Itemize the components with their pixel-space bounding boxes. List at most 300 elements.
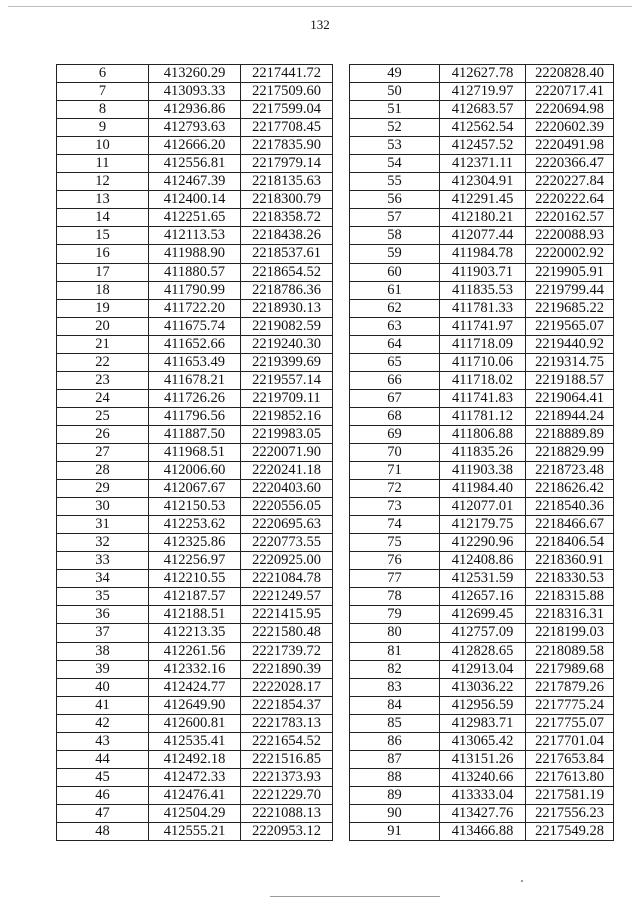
point-number-cell: 33 bbox=[57, 552, 149, 570]
x-coordinate-cell: 411988.90 bbox=[149, 245, 241, 263]
x-coordinate-cell: 412457.52 bbox=[440, 137, 526, 155]
point-number-cell: 79 bbox=[350, 606, 440, 624]
point-number-cell: 53 bbox=[350, 137, 440, 155]
table-row bbox=[350, 263, 614, 281]
table-row bbox=[57, 209, 333, 227]
point-number-cell: 54 bbox=[350, 155, 440, 173]
x-coordinate-cell: 412290.96 bbox=[440, 534, 526, 552]
table-row bbox=[57, 660, 333, 678]
table-row bbox=[350, 570, 614, 588]
y-coordinate-cell: 2217989.68 bbox=[526, 660, 614, 678]
point-number-cell: 84 bbox=[350, 696, 440, 714]
point-number-cell: 18 bbox=[57, 281, 149, 299]
y-coordinate-cell: 2220071.90 bbox=[241, 443, 333, 461]
point-number-cell: 34 bbox=[57, 570, 149, 588]
point-number-cell: 7 bbox=[57, 83, 149, 101]
point-number-cell: 48 bbox=[57, 822, 149, 840]
y-coordinate-cell: 2221854.37 bbox=[241, 696, 333, 714]
y-coordinate-cell: 2219240.30 bbox=[241, 335, 333, 353]
y-coordinate-cell: 2221249.57 bbox=[241, 588, 333, 606]
table-row bbox=[57, 137, 333, 155]
point-number-cell: 25 bbox=[57, 407, 149, 425]
scan-speck bbox=[521, 880, 523, 882]
table-row bbox=[350, 804, 614, 822]
y-coordinate-cell: 2220403.60 bbox=[241, 480, 333, 498]
x-coordinate-cell: 412256.97 bbox=[149, 552, 241, 570]
x-coordinate-cell: 412077.44 bbox=[440, 227, 526, 245]
point-number-cell: 42 bbox=[57, 714, 149, 732]
y-coordinate-cell: 2217755.07 bbox=[526, 714, 614, 732]
table-row bbox=[350, 534, 614, 552]
y-coordinate-cell: 2218829.99 bbox=[526, 443, 614, 461]
y-coordinate-cell: 2218089.58 bbox=[526, 642, 614, 660]
x-coordinate-cell: 412253.62 bbox=[149, 516, 241, 534]
table-row bbox=[57, 353, 333, 371]
y-coordinate-cell: 2221373.93 bbox=[241, 768, 333, 786]
table-row bbox=[57, 786, 333, 804]
y-coordinate-cell: 2218466.67 bbox=[526, 516, 614, 534]
point-number-cell: 46 bbox=[57, 786, 149, 804]
table-row bbox=[57, 191, 333, 209]
x-coordinate-cell: 411835.26 bbox=[440, 443, 526, 461]
table-row bbox=[350, 281, 614, 299]
y-coordinate-cell: 2217509.60 bbox=[241, 83, 333, 101]
point-number-cell: 36 bbox=[57, 606, 149, 624]
point-number-cell: 23 bbox=[57, 371, 149, 389]
y-coordinate-cell: 2220773.55 bbox=[241, 534, 333, 552]
point-number-cell: 50 bbox=[350, 83, 440, 101]
point-number-cell: 21 bbox=[57, 335, 149, 353]
x-coordinate-cell: 413427.76 bbox=[440, 804, 526, 822]
x-coordinate-cell: 412325.86 bbox=[149, 534, 241, 552]
table-row bbox=[57, 443, 333, 461]
point-number-cell: 49 bbox=[350, 65, 440, 83]
table-row bbox=[350, 335, 614, 353]
table-row bbox=[350, 642, 614, 660]
point-number-cell: 69 bbox=[350, 425, 440, 443]
y-coordinate-cell: 2219064.41 bbox=[526, 389, 614, 407]
y-coordinate-cell: 2219852.16 bbox=[241, 407, 333, 425]
point-number-cell: 35 bbox=[57, 588, 149, 606]
table-row bbox=[350, 137, 614, 155]
table-row bbox=[57, 822, 333, 840]
x-coordinate-cell: 411903.71 bbox=[440, 263, 526, 281]
y-coordinate-cell: 2217613.80 bbox=[526, 768, 614, 786]
y-coordinate-cell: 2218654.52 bbox=[241, 263, 333, 281]
x-coordinate-cell: 413260.29 bbox=[149, 65, 241, 83]
y-coordinate-cell: 2220227.84 bbox=[526, 173, 614, 191]
point-number-cell: 10 bbox=[57, 137, 149, 155]
point-number-cell: 6 bbox=[57, 65, 149, 83]
table-row bbox=[57, 317, 333, 335]
point-number-cell: 82 bbox=[350, 660, 440, 678]
table-row bbox=[57, 696, 333, 714]
x-coordinate-cell: 412213.35 bbox=[149, 624, 241, 642]
x-coordinate-cell: 411790.99 bbox=[149, 281, 241, 299]
table-row bbox=[350, 786, 614, 804]
table-row bbox=[57, 768, 333, 786]
x-coordinate-cell: 412627.78 bbox=[440, 65, 526, 83]
x-coordinate-cell: 412113.53 bbox=[149, 227, 241, 245]
point-number-cell: 77 bbox=[350, 570, 440, 588]
table-row bbox=[350, 588, 614, 606]
y-coordinate-cell: 2221783.13 bbox=[241, 714, 333, 732]
point-number-cell: 8 bbox=[57, 101, 149, 119]
coordinates-table-right-body bbox=[350, 65, 614, 841]
x-coordinate-cell: 412476.41 bbox=[149, 786, 241, 804]
table-row bbox=[350, 425, 614, 443]
point-number-cell: 59 bbox=[350, 245, 440, 263]
table-row bbox=[350, 119, 614, 137]
x-coordinate-cell: 411796.56 bbox=[149, 407, 241, 425]
x-coordinate-cell: 412793.63 bbox=[149, 119, 241, 137]
table-row bbox=[57, 552, 333, 570]
x-coordinate-cell: 412562.54 bbox=[440, 119, 526, 137]
table-row bbox=[57, 299, 333, 317]
table-row bbox=[57, 606, 333, 624]
point-number-cell: 58 bbox=[350, 227, 440, 245]
x-coordinate-cell: 412304.91 bbox=[440, 173, 526, 191]
x-coordinate-cell: 412649.90 bbox=[149, 696, 241, 714]
x-coordinate-cell: 412371.11 bbox=[440, 155, 526, 173]
x-coordinate-cell: 411968.51 bbox=[149, 443, 241, 461]
x-coordinate-cell: 412699.45 bbox=[440, 606, 526, 624]
table-row bbox=[57, 263, 333, 281]
point-number-cell: 71 bbox=[350, 462, 440, 480]
y-coordinate-cell: 2217556.23 bbox=[526, 804, 614, 822]
x-coordinate-cell: 412983.71 bbox=[440, 714, 526, 732]
table-row bbox=[57, 155, 333, 173]
table-row bbox=[57, 389, 333, 407]
x-coordinate-cell: 411781.33 bbox=[440, 299, 526, 317]
table-row bbox=[57, 83, 333, 101]
table-row bbox=[350, 552, 614, 570]
x-coordinate-cell: 412556.81 bbox=[149, 155, 241, 173]
table-row bbox=[350, 750, 614, 768]
point-number-cell: 44 bbox=[57, 750, 149, 768]
x-coordinate-cell: 412492.18 bbox=[149, 750, 241, 768]
y-coordinate-cell: 2219565.07 bbox=[526, 317, 614, 335]
point-number-cell: 14 bbox=[57, 209, 149, 227]
point-number-cell: 57 bbox=[350, 209, 440, 227]
y-coordinate-cell: 2220953.12 bbox=[241, 822, 333, 840]
y-coordinate-cell: 2219440.92 bbox=[526, 335, 614, 353]
table-row bbox=[57, 642, 333, 660]
y-coordinate-cell: 2220222.64 bbox=[526, 191, 614, 209]
table-row bbox=[57, 570, 333, 588]
y-coordinate-cell: 2217879.26 bbox=[526, 678, 614, 696]
x-coordinate-cell: 411781.12 bbox=[440, 407, 526, 425]
point-number-cell: 73 bbox=[350, 498, 440, 516]
x-coordinate-cell: 412828.65 bbox=[440, 642, 526, 660]
y-coordinate-cell: 2220241.18 bbox=[241, 462, 333, 480]
x-coordinate-cell: 412600.81 bbox=[149, 714, 241, 732]
y-coordinate-cell: 2219399.69 bbox=[241, 353, 333, 371]
point-number-cell: 24 bbox=[57, 389, 149, 407]
table-row bbox=[57, 101, 333, 119]
point-number-cell: 81 bbox=[350, 642, 440, 660]
x-coordinate-cell: 412067.67 bbox=[149, 480, 241, 498]
y-coordinate-cell: 2220002.92 bbox=[526, 245, 614, 263]
y-coordinate-cell: 2221516.85 bbox=[241, 750, 333, 768]
coordinates-table-right bbox=[349, 64, 614, 841]
y-coordinate-cell: 2218537.61 bbox=[241, 245, 333, 263]
y-coordinate-cell: 2218889.89 bbox=[526, 425, 614, 443]
y-coordinate-cell: 2219983.05 bbox=[241, 425, 333, 443]
table-row bbox=[350, 245, 614, 263]
point-number-cell: 11 bbox=[57, 155, 149, 173]
y-coordinate-cell: 2218438.26 bbox=[241, 227, 333, 245]
point-number-cell: 26 bbox=[57, 425, 149, 443]
point-number-cell: 38 bbox=[57, 642, 149, 660]
x-coordinate-cell: 412332.16 bbox=[149, 660, 241, 678]
y-coordinate-cell: 2219709.11 bbox=[241, 389, 333, 407]
point-number-cell: 28 bbox=[57, 462, 149, 480]
x-coordinate-cell: 412666.20 bbox=[149, 137, 241, 155]
x-coordinate-cell: 413036.22 bbox=[440, 678, 526, 696]
y-coordinate-cell: 2219557.14 bbox=[241, 371, 333, 389]
y-coordinate-cell: 2220695.63 bbox=[241, 516, 333, 534]
point-number-cell: 65 bbox=[350, 353, 440, 371]
y-coordinate-cell: 2219905.91 bbox=[526, 263, 614, 281]
point-number-cell: 89 bbox=[350, 786, 440, 804]
y-coordinate-cell: 2218723.48 bbox=[526, 462, 614, 480]
point-number-cell: 22 bbox=[57, 353, 149, 371]
table-row bbox=[350, 732, 614, 750]
table-row bbox=[57, 732, 333, 750]
y-coordinate-cell: 2218406.54 bbox=[526, 534, 614, 552]
y-coordinate-cell: 2217441.72 bbox=[241, 65, 333, 83]
table-row bbox=[350, 155, 614, 173]
point-number-cell: 41 bbox=[57, 696, 149, 714]
table-row bbox=[57, 119, 333, 137]
y-coordinate-cell: 2220162.57 bbox=[526, 209, 614, 227]
y-coordinate-cell: 2217775.24 bbox=[526, 696, 614, 714]
table-row bbox=[350, 714, 614, 732]
point-number-cell: 78 bbox=[350, 588, 440, 606]
point-number-cell: 83 bbox=[350, 678, 440, 696]
point-number-cell: 91 bbox=[350, 822, 440, 840]
table-row bbox=[350, 660, 614, 678]
table-row bbox=[350, 606, 614, 624]
point-number-cell: 32 bbox=[57, 534, 149, 552]
y-coordinate-cell: 2220088.93 bbox=[526, 227, 614, 245]
point-number-cell: 55 bbox=[350, 173, 440, 191]
y-coordinate-cell: 2220602.39 bbox=[526, 119, 614, 137]
y-coordinate-cell: 2220925.00 bbox=[241, 552, 333, 570]
point-number-cell: 30 bbox=[57, 498, 149, 516]
table-row bbox=[350, 462, 614, 480]
x-coordinate-cell: 412913.04 bbox=[440, 660, 526, 678]
x-coordinate-cell: 412210.55 bbox=[149, 570, 241, 588]
table-row bbox=[57, 65, 333, 83]
x-coordinate-cell: 412006.60 bbox=[149, 462, 241, 480]
table-row bbox=[350, 317, 614, 335]
x-coordinate-cell: 411806.88 bbox=[440, 425, 526, 443]
x-coordinate-cell: 411880.57 bbox=[149, 263, 241, 281]
y-coordinate-cell: 2221415.95 bbox=[241, 606, 333, 624]
x-coordinate-cell: 412408.86 bbox=[440, 552, 526, 570]
table-row bbox=[350, 768, 614, 786]
y-coordinate-cell: 2218626.42 bbox=[526, 480, 614, 498]
point-number-cell: 63 bbox=[350, 317, 440, 335]
point-number-cell: 67 bbox=[350, 389, 440, 407]
y-coordinate-cell: 2217599.04 bbox=[241, 101, 333, 119]
point-number-cell: 40 bbox=[57, 678, 149, 696]
table-row bbox=[350, 353, 614, 371]
y-coordinate-cell: 2219188.57 bbox=[526, 371, 614, 389]
x-coordinate-cell: 411710.06 bbox=[440, 353, 526, 371]
x-coordinate-cell: 412188.51 bbox=[149, 606, 241, 624]
table-row bbox=[350, 407, 614, 425]
y-coordinate-cell: 2219685.22 bbox=[526, 299, 614, 317]
point-number-cell: 45 bbox=[57, 768, 149, 786]
point-number-cell: 72 bbox=[350, 480, 440, 498]
x-coordinate-cell: 411984.78 bbox=[440, 245, 526, 263]
table-row bbox=[57, 371, 333, 389]
x-coordinate-cell: 412657.16 bbox=[440, 588, 526, 606]
y-coordinate-cell: 2218358.72 bbox=[241, 209, 333, 227]
coordinates-table-left bbox=[56, 64, 333, 841]
table-row bbox=[57, 714, 333, 732]
point-number-cell: 43 bbox=[57, 732, 149, 750]
x-coordinate-cell: 412150.53 bbox=[149, 498, 241, 516]
x-coordinate-cell: 412467.39 bbox=[149, 173, 241, 191]
point-number-cell: 68 bbox=[350, 407, 440, 425]
x-coordinate-cell: 413466.88 bbox=[440, 822, 526, 840]
x-coordinate-cell: 411718.02 bbox=[440, 371, 526, 389]
table-row bbox=[57, 804, 333, 822]
x-coordinate-cell: 412956.59 bbox=[440, 696, 526, 714]
point-number-cell: 80 bbox=[350, 624, 440, 642]
table-row bbox=[350, 371, 614, 389]
point-number-cell: 61 bbox=[350, 281, 440, 299]
point-number-cell: 47 bbox=[57, 804, 149, 822]
x-coordinate-cell: 412531.59 bbox=[440, 570, 526, 588]
y-coordinate-cell: 2220717.41 bbox=[526, 83, 614, 101]
y-coordinate-cell: 2221890.39 bbox=[241, 660, 333, 678]
x-coordinate-cell: 412400.14 bbox=[149, 191, 241, 209]
table-row bbox=[57, 588, 333, 606]
table-row bbox=[350, 227, 614, 245]
x-coordinate-cell: 412555.21 bbox=[149, 822, 241, 840]
point-number-cell: 85 bbox=[350, 714, 440, 732]
table-row bbox=[57, 678, 333, 696]
point-number-cell: 86 bbox=[350, 732, 440, 750]
x-coordinate-cell: 413240.66 bbox=[440, 768, 526, 786]
x-coordinate-cell: 412261.56 bbox=[149, 642, 241, 660]
coordinates-table-left-body bbox=[57, 65, 333, 841]
table-row bbox=[57, 516, 333, 534]
point-number-cell: 90 bbox=[350, 804, 440, 822]
table-row bbox=[350, 516, 614, 534]
point-number-cell: 37 bbox=[57, 624, 149, 642]
point-number-cell: 29 bbox=[57, 480, 149, 498]
point-number-cell: 19 bbox=[57, 299, 149, 317]
x-coordinate-cell: 412936.86 bbox=[149, 101, 241, 119]
y-coordinate-cell: 2220828.40 bbox=[526, 65, 614, 83]
bottom-rule bbox=[270, 896, 440, 897]
x-coordinate-cell: 411653.49 bbox=[149, 353, 241, 371]
table-row bbox=[57, 498, 333, 516]
x-coordinate-cell: 412179.75 bbox=[440, 516, 526, 534]
point-number-cell: 15 bbox=[57, 227, 149, 245]
y-coordinate-cell: 2221739.72 bbox=[241, 642, 333, 660]
y-coordinate-cell: 2218316.31 bbox=[526, 606, 614, 624]
y-coordinate-cell: 2218135.63 bbox=[241, 173, 333, 191]
table-row bbox=[57, 534, 333, 552]
table-row bbox=[57, 407, 333, 425]
point-number-cell: 75 bbox=[350, 534, 440, 552]
table-row bbox=[350, 624, 614, 642]
x-coordinate-cell: 412077.01 bbox=[440, 498, 526, 516]
table-row bbox=[57, 227, 333, 245]
table-row bbox=[350, 299, 614, 317]
point-number-cell: 17 bbox=[57, 263, 149, 281]
point-number-cell: 39 bbox=[57, 660, 149, 678]
x-coordinate-cell: 411722.20 bbox=[149, 299, 241, 317]
y-coordinate-cell: 2222028.17 bbox=[241, 678, 333, 696]
point-number-cell: 76 bbox=[350, 552, 440, 570]
table-row bbox=[350, 443, 614, 461]
point-number-cell: 16 bbox=[57, 245, 149, 263]
x-coordinate-cell: 411678.21 bbox=[149, 371, 241, 389]
table-row bbox=[350, 173, 614, 191]
x-coordinate-cell: 411835.53 bbox=[440, 281, 526, 299]
y-coordinate-cell: 2221229.70 bbox=[241, 786, 333, 804]
x-coordinate-cell: 411726.26 bbox=[149, 389, 241, 407]
y-coordinate-cell: 2218540.36 bbox=[526, 498, 614, 516]
x-coordinate-cell: 411675.74 bbox=[149, 317, 241, 335]
point-number-cell: 9 bbox=[57, 119, 149, 137]
point-number-cell: 62 bbox=[350, 299, 440, 317]
y-coordinate-cell: 2220366.47 bbox=[526, 155, 614, 173]
table-row bbox=[57, 624, 333, 642]
point-number-cell: 20 bbox=[57, 317, 149, 335]
y-coordinate-cell: 2218315.88 bbox=[526, 588, 614, 606]
x-coordinate-cell: 411903.38 bbox=[440, 462, 526, 480]
x-coordinate-cell: 412291.45 bbox=[440, 191, 526, 209]
table-row bbox=[57, 480, 333, 498]
y-coordinate-cell: 2219082.59 bbox=[241, 317, 333, 335]
table-row bbox=[350, 822, 614, 840]
y-coordinate-cell: 2217979.14 bbox=[241, 155, 333, 173]
table-row bbox=[350, 389, 614, 407]
x-coordinate-cell: 411741.83 bbox=[440, 389, 526, 407]
x-coordinate-cell: 412251.65 bbox=[149, 209, 241, 227]
point-number-cell: 60 bbox=[350, 263, 440, 281]
y-coordinate-cell: 2218330.53 bbox=[526, 570, 614, 588]
x-coordinate-cell: 411984.40 bbox=[440, 480, 526, 498]
x-coordinate-cell: 412683.57 bbox=[440, 101, 526, 119]
point-number-cell: 13 bbox=[57, 191, 149, 209]
y-coordinate-cell: 2217549.28 bbox=[526, 822, 614, 840]
top-rule bbox=[8, 6, 632, 7]
y-coordinate-cell: 2220556.05 bbox=[241, 498, 333, 516]
table-row bbox=[350, 480, 614, 498]
y-coordinate-cell: 2217708.45 bbox=[241, 119, 333, 137]
point-number-cell: 52 bbox=[350, 119, 440, 137]
y-coordinate-cell: 2219314.75 bbox=[526, 353, 614, 371]
x-coordinate-cell: 412719.97 bbox=[440, 83, 526, 101]
table-row bbox=[57, 281, 333, 299]
y-coordinate-cell: 2221654.52 bbox=[241, 732, 333, 750]
point-number-cell: 12 bbox=[57, 173, 149, 191]
table-row bbox=[57, 425, 333, 443]
y-coordinate-cell: 2219799.44 bbox=[526, 281, 614, 299]
table-row bbox=[350, 191, 614, 209]
y-coordinate-cell: 2217701.04 bbox=[526, 732, 614, 750]
